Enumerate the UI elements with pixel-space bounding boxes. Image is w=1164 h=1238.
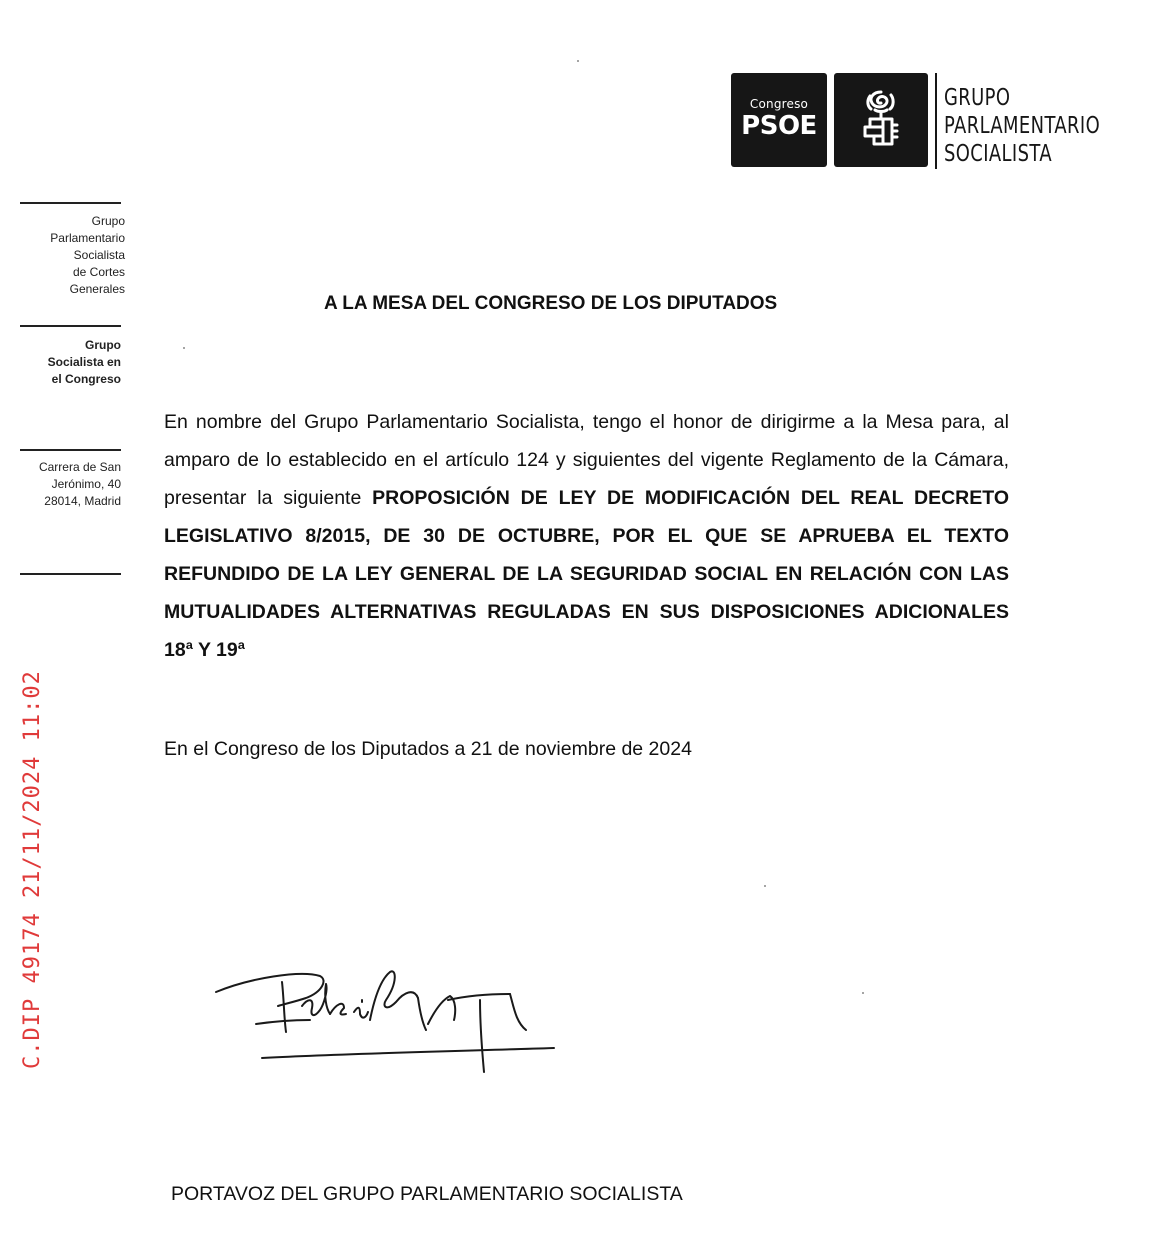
margin-divider bbox=[20, 325, 121, 327]
margin-divider bbox=[20, 573, 121, 575]
sidebar-line: Grupo bbox=[91, 214, 125, 228]
scan-speck bbox=[577, 60, 579, 62]
sidebar-line: Generales bbox=[69, 282, 125, 296]
sidebar-line: Socialista bbox=[73, 248, 125, 262]
logo-congreso-text: Congreso bbox=[749, 97, 809, 111]
sidebar-line: el Congreso bbox=[51, 372, 121, 386]
logo-psoe-box bbox=[731, 73, 827, 167]
sidebar-line: 28014, Madrid bbox=[44, 494, 121, 508]
document-body bbox=[164, 403, 1009, 669]
registry-stamp: C.DIP 49174 21/11/2024 11:02 bbox=[20, 670, 45, 1069]
scan-speck bbox=[183, 347, 185, 349]
scan-speck bbox=[862, 992, 864, 994]
sidebar-line: Socialista en bbox=[47, 355, 121, 369]
sidebar-line: Grupo bbox=[85, 338, 121, 352]
document-heading: A LA MESA DEL CONGRESO DE LOS DIPUTADOS bbox=[324, 293, 778, 314]
margin-divider bbox=[20, 449, 121, 451]
scan-speck bbox=[764, 885, 766, 887]
sidebar-line: Parlamentario bbox=[50, 231, 125, 245]
proposal-title: PROPOSICIÓN DE LEY DE MODIFICACIÓN DEL REAL DECRETO LEGISLATIVO 8/2015, DE 30 DE OCTUBRE, POR EL QUE SE APRUEBA EL TEXTO REFUNDIDO DE LA LEY GENERAL DE LA SEGURIDAD SOCIAL EN RELACIÓN CON LAS MUTUALIDADES ALTERNATIVAS REGULADAS EN SUS DISPOSICIONES ADICIONALES 18ª Y 19ª bbox=[164, 487, 1009, 661]
logo-line: GRUPO bbox=[944, 85, 1011, 111]
sidebar-line: Carrera de San bbox=[38, 460, 121, 474]
logo-line: SOCIALISTA bbox=[944, 141, 1053, 167]
logo-divider bbox=[935, 73, 937, 169]
sidebar-block-address bbox=[39, 459, 121, 510]
signature bbox=[210, 960, 570, 1090]
sidebar-line: de Cortes bbox=[72, 265, 125, 279]
signatory-title: PORTAVOZ DEL GRUPO PARLAMENTARIO SOCIALISTA bbox=[171, 1183, 683, 1205]
fist-and-rose-icon bbox=[853, 86, 909, 154]
logo-psoe-text: PSOE bbox=[741, 111, 817, 141]
logo-line: PARLAMENTARIO bbox=[944, 113, 1101, 139]
logo-emblem-box bbox=[834, 73, 928, 167]
margin-divider bbox=[20, 202, 121, 204]
date-line: En el Congreso de los Diputados a 21 de noviembre de 2024 bbox=[164, 738, 692, 760]
sidebar-block-cortes bbox=[50, 213, 125, 298]
intro-text: En nombre del Grupo Parlamentario Socialista, tengo el honor de dirigirme a la Mesa para, al amparo de lo establecido en el artículo 124 y siguientes del vigente Reglamento de la Cámara, presentar la siguiente bbox=[164, 411, 1009, 509]
logo-group-name bbox=[944, 84, 1100, 168]
sidebar-block-congreso bbox=[48, 337, 121, 388]
sidebar-line: Jerónimo, 40 bbox=[51, 477, 121, 491]
